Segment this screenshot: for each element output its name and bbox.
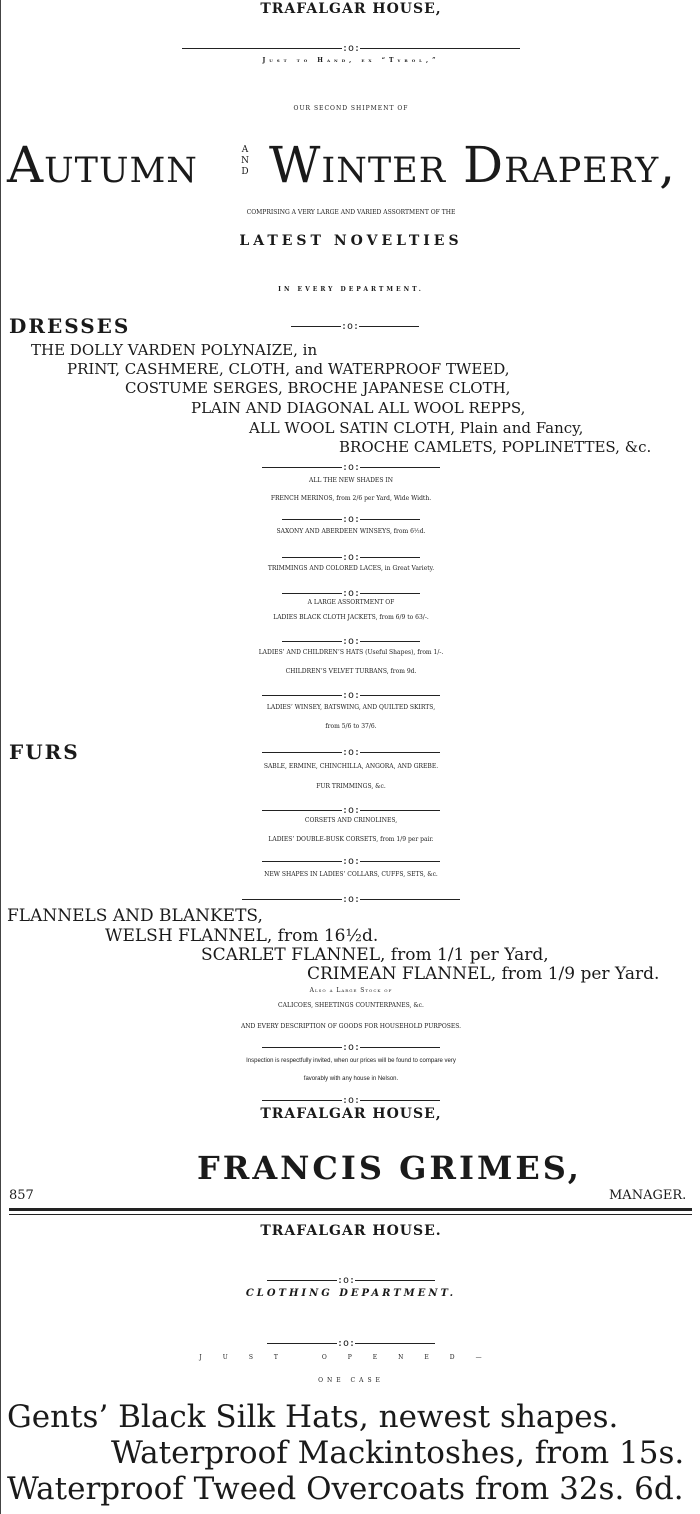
one-case: ONE CASE	[318, 1377, 384, 1384]
every-department: IN EVERY DEPARTMENT.	[278, 286, 424, 293]
jackets-line: LADIES BLACK CLOTH JACKETS, from 6/9 to 63/-.	[273, 614, 429, 621]
manager-role: MANAGER.	[609, 1188, 687, 1203]
dresses-heading: DRESSES	[9, 314, 131, 338]
inspection-line-1: Inspection is respectfully invited, when our prices will be found to compare very	[246, 1058, 456, 1064]
second-title: TRAFALGAR HOUSE.	[260, 1223, 442, 1239]
overcoats-line: Waterproof Tweed Overcoats from 32s. 6d.	[7, 1471, 684, 1507]
inspection-line-2: favorably with any house in Nelson.	[303, 1076, 399, 1082]
divider-thick	[9, 1208, 692, 1211]
comprising-line: COMPRISING A VERY LARGE AND VARIED ASSORTMENT OF THE	[246, 209, 456, 216]
mackintoshes-line: Waterproof Mackintoshes, from 15s.	[111, 1435, 685, 1471]
headline-autumn: Autumn	[7, 136, 198, 194]
separator: :o:	[1, 1339, 700, 1349]
shipment-line: OUR SECOND SHIPMENT OF	[293, 105, 409, 112]
skirts-line: LADIES’ WINSEY, BATSWING, AND QUILTED SKIRTS,	[266, 704, 436, 711]
furs-heading: FURS	[9, 740, 80, 764]
trimmings-line: TRIMMINGS AND COLORED LACES, in Great Variety.	[267, 565, 435, 572]
separator: :o:	[1, 1096, 700, 1106]
headline-winter-drapery: Winter Drapery,	[269, 136, 677, 194]
dresses-line-1: THE DOLLY VARDEN POLYNAIZE, in	[31, 341, 318, 359]
separator: :o:	[1, 691, 700, 701]
separator: :o:	[1, 463, 700, 473]
separator: :o:	[1, 1276, 700, 1286]
flannels-heading: FLANNELS AND BLANKETS,	[7, 906, 263, 926]
separator: :o:	[1, 589, 700, 599]
separator: :o:	[1, 857, 700, 867]
assortment-line: A LARGE ASSORTMENT OF	[307, 599, 395, 606]
dresses-line-3: COSTUME SERGES, BROCHE JAPANESE CLOTH,	[125, 379, 511, 397]
separator: :o:	[1, 806, 700, 816]
separator: :o:	[1, 515, 700, 525]
calicoes-line: CALICOES, SHEETINGS COUNTERPANES, &c.	[278, 1002, 424, 1009]
hats-line: LADIES’ AND CHILDREN’S HATS (Useful Shapes), from 1/-.	[258, 649, 444, 656]
busk-line: LADIES’ DOUBLE-BUSK CORSETS, from 1/9 per pair.	[268, 836, 434, 843]
furs-line-1: SABLE, ERMINE, CHINCHILLA, ANGORA, AND GREBE.	[263, 763, 439, 770]
corsets-line: CORSETS AND CRINOLINES,	[304, 817, 398, 824]
crimean-flannel-line: CRIMEAN FLANNEL, from 1/9 per Yard.	[307, 964, 660, 984]
manager-name: FRANCIS GRIMES,	[197, 1149, 582, 1187]
skirts-price-line: from 5/6 to 37/6.	[325, 723, 377, 730]
footer-title: TRAFALGAR HOUSE,	[260, 1106, 442, 1122]
dresses-line-5: ALL WOOL SATIN CLOTH, Plain and Fancy,	[249, 419, 584, 437]
latest-novelties: LATEST NOVELTIES	[239, 233, 463, 249]
separator: :o:	[291, 322, 431, 332]
clothing-department: CLOTHING DEPARTMENT.	[245, 1288, 457, 1299]
silk-hats-line: Gents’ Black Silk Hats, newest shapes.	[7, 1399, 619, 1435]
dresses-line-4: PLAIN AND DIAGONAL ALL WOOL REPPS,	[191, 399, 526, 417]
dresses-line-2: PRINT, CASHMERE, CLOTH, and WATERPROOF TWEED,	[67, 360, 510, 378]
also-line: Also a Large Stock of	[309, 987, 393, 994]
scarlet-flannel-line: SCARLET FLANNEL, from 1/1 per Yard,	[201, 945, 549, 965]
separator: :o:	[1, 748, 700, 758]
ad-number: 857	[9, 1188, 34, 1203]
every-description-line: AND EVERY DESCRIPTION OF GOODS FOR HOUSEHOLD PURPOSES.	[240, 1023, 462, 1030]
collars-line: NEW SHAPES IN LADIES’ COLLARS, CUFFS, SETS, &c.	[264, 871, 438, 878]
winseys-line: SAXONY AND ABERDEEN WINSEYS, from 6½d.	[276, 528, 426, 535]
arrival-line: Just to Hand, ex “Tyrol,”	[262, 57, 440, 64]
separator: :o:	[1, 553, 700, 563]
just-opened: JUST OPENED—	[199, 1354, 503, 1361]
welsh-flannel-line: WELSH FLANNEL, from 16½d.	[105, 926, 379, 946]
furs-line-2: FUR TRIMMINGS, &c.	[316, 783, 386, 790]
headline-and: AND	[241, 145, 249, 177]
separator: :o:	[1, 895, 700, 905]
divider-thin	[9, 1214, 692, 1215]
separator: :o:	[1, 1043, 700, 1053]
dresses-line-6: BROCHE CAMLETS, POPLINETTES, &c.	[339, 438, 652, 456]
main-title: TRAFALGAR HOUSE,	[260, 1, 442, 17]
merinos-line: FRENCH MERINOS, from 2/6 per Yard, Wide Width.	[270, 495, 432, 502]
separator: :o:	[1, 44, 700, 54]
turbans-line: CHILDREN’S VELVET TURBANS, from 9d.	[285, 668, 417, 675]
shades-line: ALL THE NEW SHADES IN	[309, 477, 393, 484]
separator: :o:	[1, 637, 700, 647]
